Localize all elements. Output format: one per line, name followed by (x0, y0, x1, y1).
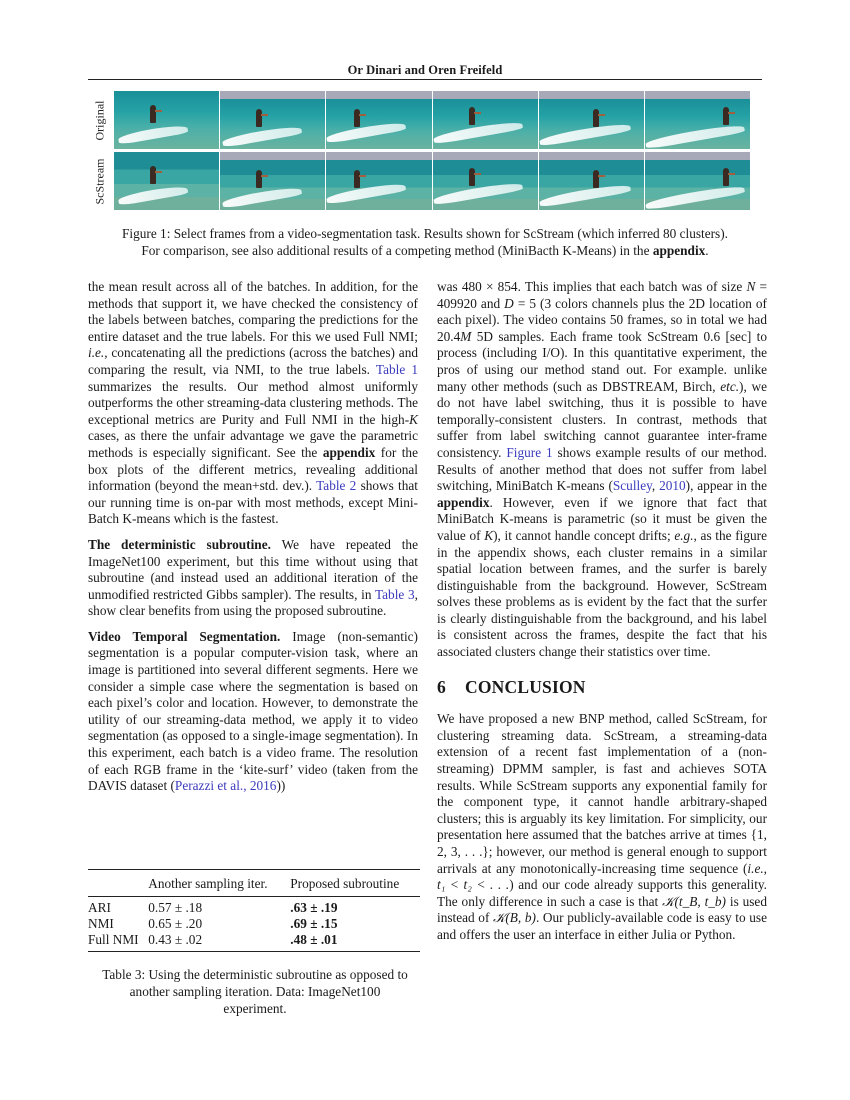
scstream-frame-5 (539, 152, 644, 210)
caption-line-1: Figure 1: Select frames from a video-segmentation task. Results shown for ScStream (which inferred 80 clusters). (122, 226, 728, 241)
value-cell: 0.57 ± .18 (148, 900, 203, 915)
appendix-ref: appendix (437, 494, 490, 510)
table-3-link[interactable]: Table 3 (374, 586, 415, 602)
right-column (437, 279, 767, 944)
math-inline: t₁ < t₂ < . . . (437, 877, 510, 893)
sculley-citation-link[interactable]: Sculley (612, 478, 652, 494)
scstream-frames-row (114, 152, 750, 210)
header-cell (88, 870, 148, 897)
value-cell: .63 ± .19 (290, 900, 338, 915)
paragraph-heading: Video Temporal Segmentation. (88, 628, 281, 644)
table-row (88, 916, 420, 932)
scstream-frame-2 (220, 152, 325, 210)
table-row (88, 932, 420, 952)
appendix-ref: appendix (322, 444, 376, 460)
original-frames-row (114, 91, 750, 149)
metric-cell: ARI (88, 900, 111, 915)
left-column (88, 279, 418, 795)
original-frame-2 (220, 91, 325, 149)
perazzi-citation-link[interactable]: Perazzi et al., 2016 (174, 778, 277, 794)
paragraph-deterministic-subroutine: The deterministic subroutine. We have repeated the ImageNet100 experiment, but this time without using that subroutine (and instead used an additional iteration of the unmodified restricted Gibbs sampler). The results, in Table 3, show clear benefits from using the proposed subroutine. (88, 536, 418, 619)
math-inline: 𝒦(B, b) (493, 910, 536, 926)
paragraph-video-details: was 480 × 854. This implies that each batch was of size N = 409920 and D = 5 (3 colors channels plus the 2D location of each pixel). The video contains 50 frames, so in total we had 20.4M 5D samples. Each frame took ScStream 0.6 [sec] to process (including I/O). In this quantitative experiment, the pros of using our method stand out. For example. unlike many other methods (such as DBSTREAM, Birch, etc.), we do not have label switching, thus it is possible to have temporally-consistent clusters. In contrast, methods that suffer from label switching cannot guarantee inter-frame consistency. Figure 1 shows example results of our method. Results of another method that does not suffer from label switching, MiniBatch K-means (Sculley, 2010), appear in the appendix. However, even if we ignore that fact that MiniBatch K-means is parametric (so it must be given the value of K), it cannot handle concept drifts; e.g., as the figure in the appendix shows, each cluster remains in a similar spatial location between frames, and the surfer is barely distinguishable from the background. However, ScStream solves these problems as is evident by the fact that the surfer is clearly distinguishable from the background, and his label is consistent across the frames, despite the fact that his associated clusters change their statistics over time. (437, 279, 767, 660)
section-number: 6 (437, 676, 446, 697)
scstream-frame-1 (114, 152, 219, 210)
scstream-frame-6 (645, 152, 750, 210)
table-3 (88, 869, 420, 952)
header-rule (88, 79, 762, 80)
table-3-caption: Table 3: Using the deterministic subroutine as opposed to another sampling iteration. Data: ImageNet100 experiment. (102, 967, 408, 1016)
value-cell: 0.65 ± .20 (148, 916, 203, 931)
header-cell: Another sampling iter. (148, 870, 290, 897)
metric-cell: NMI (88, 916, 114, 931)
value-cell: .69 ± .15 (290, 916, 338, 931)
section-heading-conclusion (437, 676, 767, 697)
sculley-year-link[interactable]: 2010 (659, 478, 686, 494)
figure-1-link[interactable]: Figure 1 (506, 444, 553, 460)
table-2-link[interactable]: Table 2 (316, 478, 357, 494)
paragraph-results: the mean result across all of the batches. In addition, for the methods that support it, we have checked the consistency of the labels between batches, comparing the predictions for the entire dataset and the true labels. For this we used Full NMI; i.e., concatenating all the predictions (across the batches) and comparing the result, via NMI, to the true labels. Table 1 summarizes the results. Our method almost uniformly outperforms the other streaming-data clustering methods. The exceptional metrics are Purity and Full NMI in the high-K cases, as there the unfair advantage we gave the parametric methods is especially significant. See the appendix for the box plots of the different metrics, revealing additional information (beyond the mean+std. dev.). Table 2 shows that our running time is on-par with most methods, except Mini-Batch K-means which is the fastest. (88, 279, 418, 527)
row-label-text: ScStream (92, 158, 107, 204)
scstream-frame-4 (433, 152, 538, 210)
section-title: CONCLUSION (465, 676, 586, 697)
original-frame-3 (326, 91, 431, 149)
paragraph-conclusion: We have proposed a new BNP method, called ScStream, for clustering streaming data. ScStream, a streaming-data extension of a recent fast implementation of a (non-streaming) DPMM sampler, is fast and achieves SOTA results. While ScStream supports any exponential family for the component type, it cannot handle arbitrary-shaped clusters; this is arguably its key limitation. For simplicity, our presentation here assumed that the batches arrive at times {1, 2, 3, . . .}; however, our method is general enough to support arrivals at any monotonically-increasing time sequence (i.e., t₁ < t₂ < . . .) and our code already supports this generality. The only difference in such a case is that 𝒦(t_B, t_b) is used instead of 𝒦(B, b). Our publicly-available code is easy to use and offers the user an interface in either Julia or Python. (437, 711, 767, 942)
paragraph-heading: The deterministic subroutine. (88, 536, 271, 552)
table-header-row (88, 870, 420, 897)
row-label-original (88, 91, 112, 149)
caption-line-2: For comparison, see also additional results of a competing method (MiniBacth K-Means) in the appendix. (141, 243, 709, 258)
running-head: Or Dinari and Oren Freifeld (347, 63, 503, 77)
original-frame-1 (114, 91, 219, 149)
original-frame-6 (645, 91, 750, 149)
value-cell: .48 ± .01 (290, 932, 420, 952)
table-row (88, 897, 420, 917)
table-1-link[interactable]: Table 1 (375, 361, 418, 377)
original-frame-4 (433, 91, 538, 149)
row-label-text: Original (92, 100, 107, 140)
paragraph-video-segmentation: Video Temporal Segmentation. Image (non-semantic) segmentation is a popular computer-vision task, where an image is partitioned into several different segments. Here we consider a simple case where the segmentation is based on each pixel’s color and location. However, to demonstrate the utility of our streaming-data method, we apply it to video segmentation (as opposed to a single-image segmentation). In this experiment, each batch is a video frame. The resolution of each RGB frame in the ‘kite-surf’ video (taken from the DAVIS dataset (Perazzi et al., 2016)) (88, 628, 418, 794)
metric-cell: Full NMI (88, 932, 148, 952)
original-frame-5 (539, 91, 644, 149)
header-cell: Proposed subroutine (290, 870, 420, 897)
appendix-ref: appendix (652, 243, 706, 258)
figure-1-caption (88, 225, 762, 259)
math-inline: 𝒦(t_B, t_b) (662, 893, 726, 909)
value-cell: 0.43 ± .02 (148, 932, 290, 952)
scstream-frame-3 (326, 152, 431, 210)
figure-1 (88, 91, 762, 213)
row-label-scstream (88, 152, 112, 210)
